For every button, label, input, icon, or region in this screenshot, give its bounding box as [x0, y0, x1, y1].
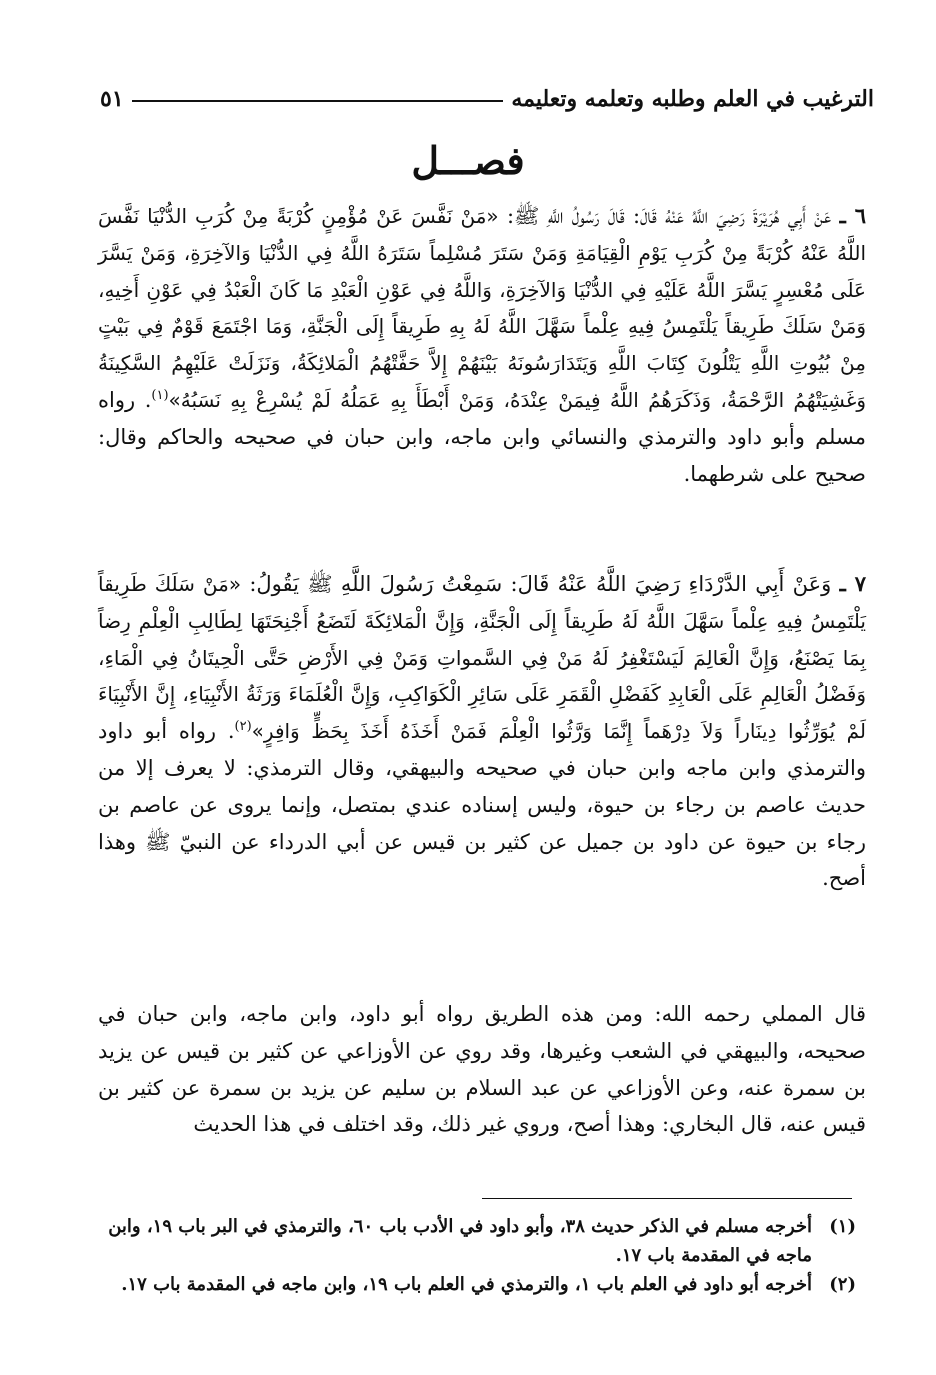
running-header	[100, 74, 874, 114]
commentary-text: قال المملي رحمه الله: ومن هذه الطريق رواه أبو داود، وابن ماجه، وابن حبان في صحيحه، والبيهقي في الشعب وغيرها، وقد روي عن الأوزاعي عن كثير بن قيس عن يزيد بن سمرة عنه، وعن الأوزاعي عن عبد السلام بن سليم عن يزيد بن سمرة عن كثير بن قيس عنه، قال البخاري: وهذا أصح، وروي غير ذلك، وقد اختلف في هذا الحديث	[98, 1002, 866, 1137]
hadith-7	[98, 566, 866, 897]
footnote-text: أخرجه مسلم في الذكر حديث ٣٨، وأبو داود في الأدب باب ٦٠، والترمذي في البر باب ١٩، وابن ماجه في المقدمة باب ١٧.	[108, 1216, 812, 1266]
hadith-text: «مَنْ سَلَكَ طَرِيقاً يَلْتَمِسُ فِيهِ عِلْماً سَهَّلَ اللَّهُ لَهُ طَرِيقاً إِلَى الْجَنَّةِ، وَإِنَّ الْمَلائِكَةَ لَتَضَعُ أَجْنِحَتَهَا لِطَالِبِ الْعِلْمِ رِضاً بِمَا يَصْنَعُ، وَإِنَّ الْعَالِمَ لَيَسْتَغْفِرُ لَهُ مَنْ فِي السَّمواتِ وَمَنْ فِي الأَرْضِ حَتَّى الْحِيتَانُ فِي الْمَاءِ، وَفَضْلُ الْعَالِمِ عَلَى الْعَابِدِ كَفَضْلِ الْقَمَرِ عَلَى سَائِرِ الْكَوَاكِبِ، وَإِنَّ الْعُلَمَاءَ وَرَثَةُ الأَنْبِيَاءِ، إِنَّ الأَنْبِيَاءَ لَمْ يُوَرِّثُوا دِينَاراً وَلاَ دِرْهَماً إِنَّمَا وَرَّثُوا الْعِلْمَ فَمَنْ أَخَذَهُ أَخَذَ بِحَظٍّ وَافِرٍ»	[98, 572, 866, 744]
hadith-text: «مَنْ نَفَّسَ عَنْ مُؤْمِنٍ كُرْبَةً مِنْ كُرَبِ الدُّنْيَا نَفَّسَ اللَّهُ عَنْهُ كُرْبَةً مِنْ كُرَبِ يَوْمِ الْقِيَامَةِ وَمَنْ سَتَرَ مُسْلِماً سَتَرَهُ اللَّهُ فِي الدُّنْيَا وَالآخِرَةِ، وَمَنْ يَسَّرَ عَلَى مُعْسِرٍ يَسَّرَ اللَّهُ عَلَيْهِ فِي الدُّنْيَا وَالآخِرَةِ، وَاللَّهُ فِي عَوْنِ الْعَبْدِ مَا كَانَ الْعَبْدُ فِي عَوْنِ أَخِيهِ، وَمَنْ سَلَكَ طَرِيقاً يَلْتَمِسُ فِيهِ عِلْماً سَهَّلَ اللَّهُ لَهُ بِهِ طَرِيقاً إِلَى الْجَنَّةِ، وَمَا اجْتَمَعَ قَوْمٌ فِي بَيْتٍ مِنْ بُيُوتِ اللَّهِ يَتْلُونَ كِتَابَ اللَّهِ وَيَتَدَارَسُونَهُ بَيْنَهُمْ إِلاَّ حَفَّتْهُمُ الْمَلائِكَةُ، وَنَزَلَتْ عَلَيْهِمُ السَّكِينَةُ وَغَشِيَتْهُمُ الرَّحْمَةُ، وَذَكَرَهُمُ اللَّهُ فِيمَنْ عِنْدَهُ، وَمَنْ أَبْطَأَ بِهِ عَمَلُهُ لَمْ يُسْرِعْ بِهِ نَسَبُهُ»	[98, 204, 866, 412]
hadith-source: . رواه مسلم وأبو داود والترمذي والنسائي وابن ماجه، وابن حبان في صحيحه والحاكم وقال: صحيح على شرطهما.	[98, 387, 866, 486]
footnote-mark: (٢)	[829, 1274, 856, 1295]
footnote-ref: (١)	[151, 387, 169, 403]
running-header-title: الترغيب في العلم وطلبه وتعلمه وتعليمه	[511, 86, 874, 112]
hadith-source: . رواه أبو داود والترمذي وابن ماجه وابن حبان في صحيحه والبيهقي، وقال الترمذي: لا يعرف إلا من حديث عاصم بن رجاء بن حيوة، وليس إسناده عندي بمتصل، وإنما يروى عن عاصم بن رجاء بن حيوة عن داود بن جميل عن كثير بن قيس عن أبي الدرداء عن النبيّ ﷺ وهذا أصح.	[98, 719, 866, 891]
commentary-paragraph	[98, 996, 866, 1143]
section-title: فصـــل	[411, 138, 525, 183]
header-rule	[132, 100, 504, 102]
hadith-number: ٦ ـ	[839, 203, 866, 228]
footnote-rule	[482, 1198, 852, 1199]
footnote	[95, 1270, 856, 1299]
hadith-6	[98, 198, 866, 492]
footnote	[95, 1212, 856, 1270]
footnotes	[95, 1212, 856, 1299]
footnote-text: أخرجه أبو داود في العلم باب ١، والترمذي في العلم باب ١٩، وابن ماجه في المقدمة باب ١٧.	[121, 1274, 812, 1295]
hadith-intro: وَعَنْ أَبِي الدَّرْدَاءِ رَضِيَ اللَّهُ عَنْهُ قَالَ: سَمِعْتُ رَسُولَ اللَّهِ ﷺ يَقُولُ:	[249, 572, 832, 596]
hadith-intro: عَنْ أَبِي هُرَيْرَةَ رَضِيَ اللَّهُ عَنْهُ قَالَ: قَالَ رَسُولُ اللَّهِ ﷺ:	[506, 204, 832, 228]
footnote-mark: (١)	[829, 1216, 856, 1237]
hadith-number: ٧ ـ	[839, 571, 866, 596]
footnote-ref: (٢)	[234, 719, 252, 735]
page-number: ٥١	[100, 86, 124, 112]
